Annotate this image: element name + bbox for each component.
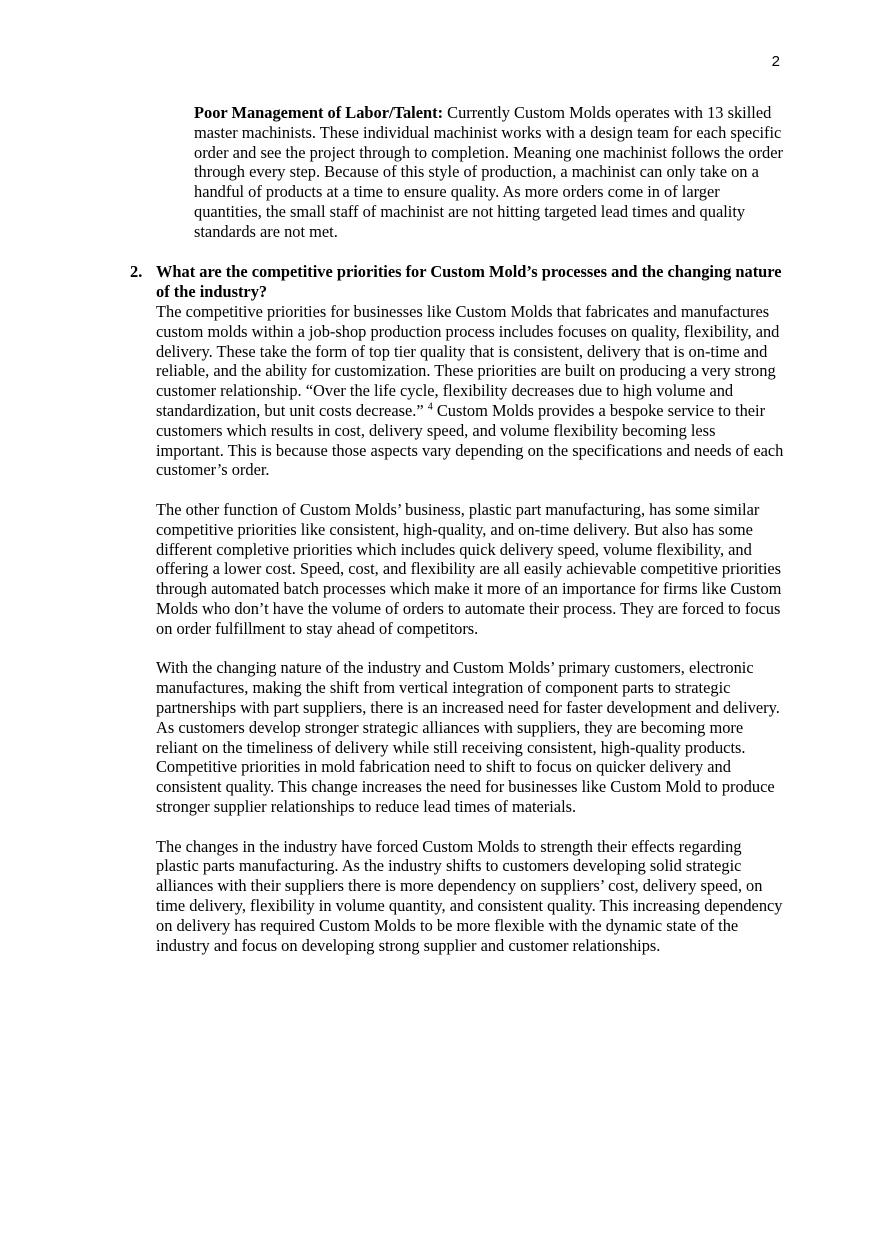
labor-talent-section <box>194 103 786 242</box>
section-body: Currently Custom Molds operates with 13 skilled master machinists. These individual machinist works with a design team for each specific order and see the project through to completion. Meaning one machinist follows the order through every step. Because of this style of production, a machinist can only take on a handful of products at a time to ensure quality. As more orders come in of larger quantities, the small staff of machinist are not hitting targeted lead times and quality standards are not met. <box>194 103 783 241</box>
paragraph-4: The changes in the industry have forced Custom Molds to strength their effects regarding plastic parts manufacturing. As the industry shifts to customers developing solid strategic alliances with their suppliers there is more dependency on suppliers’ cost, delivery speed, on time delivery, flexibility in volume quantity, and consistent quality. This increasing dependency on delivery has required Custom Molds to be more flexible with the dynamic state of the industry and focus on developing strong supplier and customer relationships. <box>156 836 783 955</box>
paragraph-1 <box>156 302 786 480</box>
paragraph-2: The other function of Custom Molds’ business, plastic part manufacturing, has some similar competitive priorities like consistent, high-quality, and on-time delivery. But also has some different completive priorities which includes quick delivery speed, volume flexibility, and offering a lower cost. Speed, cost, and flexibility are all easily achievable competitive priorities through automated batch processes which make it more of an importance for firms like Custom Molds who don’t have the volume of orders to automate their process. They are forced to focus on order fulfillment to stay ahead of competitors. <box>156 499 782 638</box>
paragraph-3: With the changing nature of the industry and Custom Molds’ primary customers, electronic manufactures, making the shift from vertical integration of component parts to strategic partnerships with part suppliers, there is an increased need for faster development and delivery. As customers develop stronger strategic alliances with suppliers, they are becoming more reliant on the timeliness of delivery while still receiving consistent, high-quality products. Competitive priorities in mold fabrication need to shift to focus on quicker delivery and consistent quality. This change increases the need for businesses like Custom Mold to produce stronger supplier relationships to reduce lead times of materials. <box>156 658 780 816</box>
question-2 <box>130 262 790 302</box>
question-number: 2. <box>130 262 143 281</box>
page-number: 2 <box>771 53 780 70</box>
paragraph-1-lead: The competitive priorities for businesses like Custom Molds that fabricates and manufactures custom molds within a job-shop production process includes focuses on quality, flexibility, and delivery. These take the form of top tier quality that is consistent, delivery that is on-time and reliable, and the ability for customization. These priorities are built on producing a very strong customer relationship. “Over the life cycle, flexibility decreases due to high volume and standardization, but unit costs decrease.” <box>156 302 780 420</box>
section-heading: Poor Management of Labor/Talent: <box>194 103 444 122</box>
footnote-reference: 4 <box>427 401 433 413</box>
question-text: What are the competitive priorities for Custom Mold’s processes and the changing nature of the industry? <box>156 262 782 301</box>
paragraph-1-tail: Custom Molds provides a bespoke service to their customers which results in cost, delivery speed, and volume flexibility becoming less important. This is because those aspects vary depending on the specifications and needs of each customer’s order. <box>156 400 784 480</box>
answer-body <box>156 302 786 975</box>
